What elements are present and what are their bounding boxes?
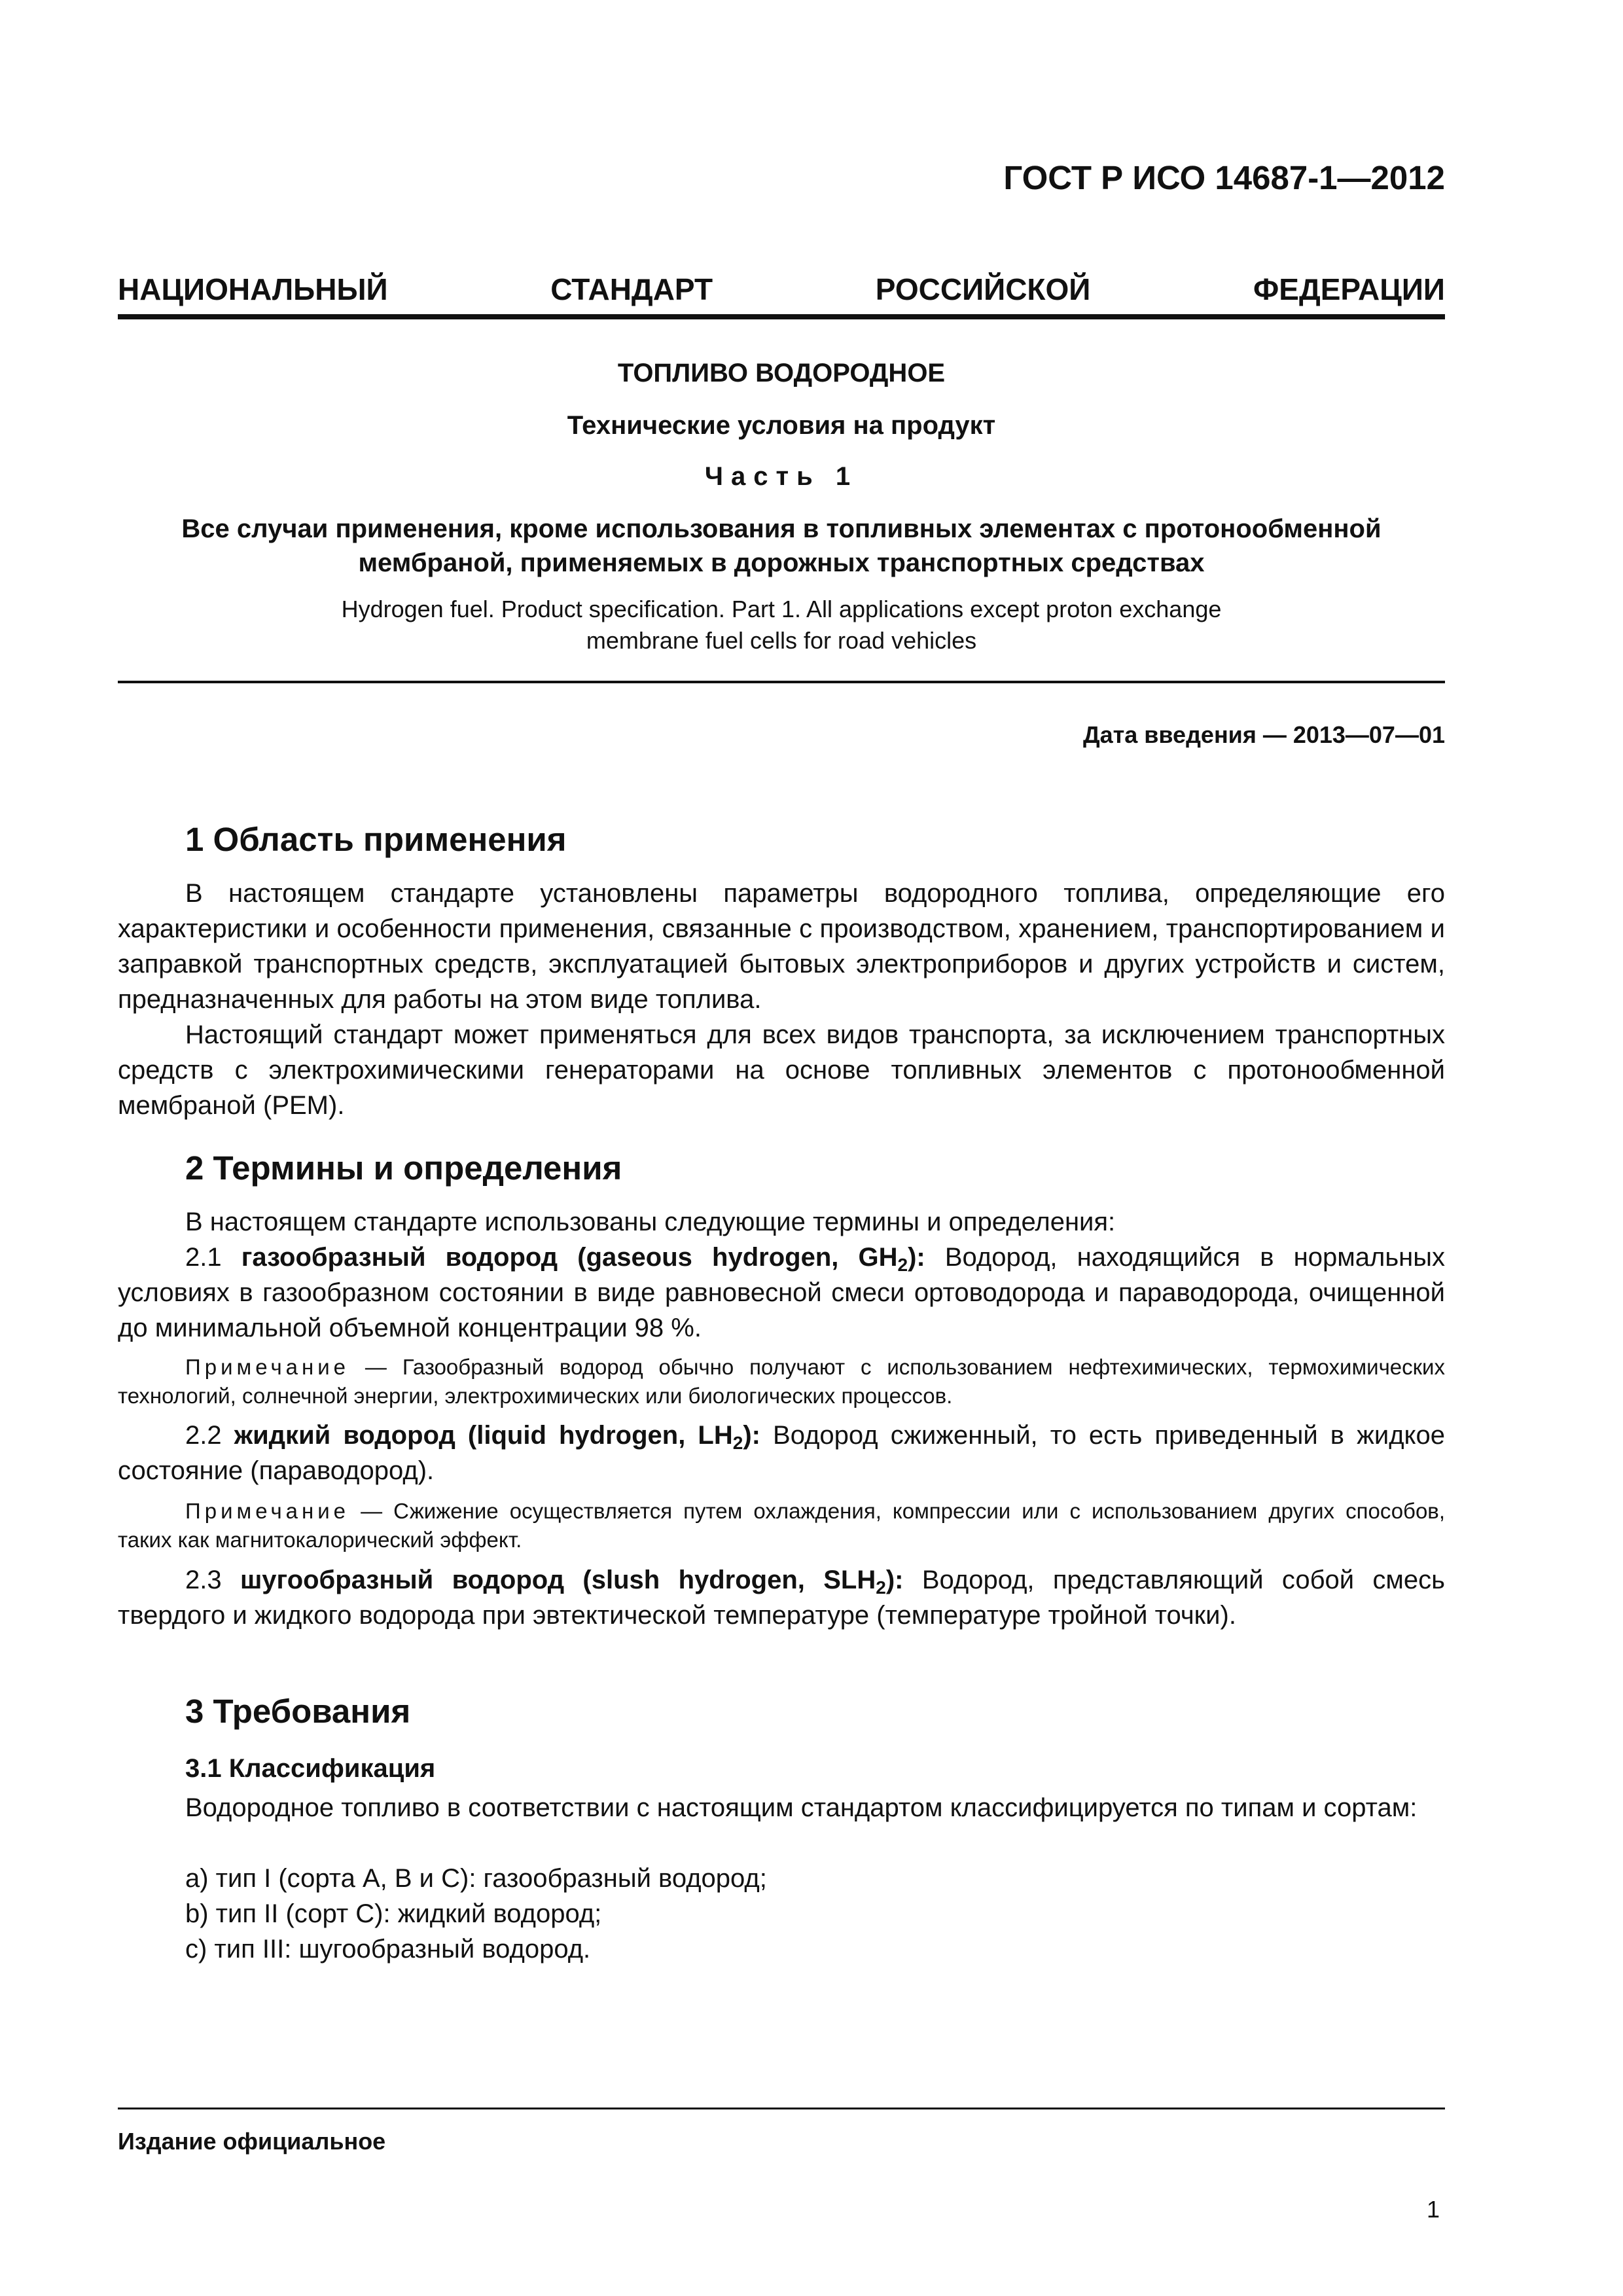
term-number: 2.3: [185, 1566, 222, 1594]
section-2-body: [118, 1204, 1445, 1346]
note-text: — Газообразный водород обычно получают с использованием нефтехимических, термохимических технологий, солнечной энергии, электрохимических или биологических процессов.: [118, 1355, 1445, 1408]
definition: Водород сжиженный, то есть приведенный в жидкое состояние (параводород).: [118, 1421, 1445, 1485]
introduction-date: Дата введения — 2013—07—01: [1082, 721, 1445, 748]
note-1: [118, 1353, 1445, 1410]
standard-subtitle: Технические условия на продукт: [567, 411, 996, 440]
banner-word: РОССИЙСКОЙ: [875, 272, 1091, 306]
section-2-heading: 2 Термины и определения: [185, 1149, 622, 1187]
list-item: с) тип III: шугообразный водород.: [185, 1935, 591, 1964]
term-end: ):: [908, 1243, 925, 1272]
section-1-body: [118, 876, 1445, 1123]
list-item: а) тип I (сорта А, В и С): газообразный водород;: [185, 1864, 767, 1893]
scope-title-line: Все случаи применения, кроме использования в топливных элементах с протонообменной: [181, 514, 1382, 543]
scope-title: [118, 512, 1445, 580]
term-definition: [118, 1562, 1445, 1633]
subsection-3-1-heading: 3.1 Классификация: [185, 1754, 436, 1783]
term-2-block: [118, 1418, 1445, 1488]
banner-word: ФЕДЕРАЦИИ: [1253, 272, 1445, 306]
term-3-block: [118, 1562, 1445, 1633]
english-title: [118, 594, 1445, 656]
term-end: ):: [885, 1566, 904, 1594]
banner-rule: [118, 314, 1445, 319]
term-text: шугообразный водород (slush hydrogen, SLH: [240, 1566, 876, 1594]
paragraph: В настоящем стандарте использованы следующие термины и определения:: [185, 1208, 1116, 1236]
note-2: [118, 1497, 1445, 1554]
note-text: — Сжижение осуществляется путем охлаждения, компрессии или с использованием других способов, таких как магнитокалорический эффект.: [118, 1499, 1445, 1552]
english-title-line: Hydrogen fuel. Product specification. Part 1. All applications except proton exchange: [341, 596, 1222, 622]
note-label: Примечание: [185, 1355, 350, 1379]
part-label: Часть 1: [704, 462, 859, 491]
term-end: ):: [743, 1421, 760, 1450]
official-edition-label: Издание официальное: [118, 2128, 386, 2155]
banner-word: НАЦИОНАЛЬНЫЙ: [118, 272, 388, 306]
section-3-body: [118, 1790, 1445, 1825]
term-subscript: 2: [897, 1255, 908, 1275]
page-number: 1: [1426, 2196, 1440, 2223]
term: [241, 1243, 925, 1275]
term: [234, 1421, 760, 1453]
term-subscript: 2: [732, 1433, 743, 1453]
note-label: Примечание: [185, 1499, 350, 1523]
section-1-heading: 1 Область применения: [185, 821, 567, 858]
term-definition: [118, 1418, 1445, 1488]
banner-word: СТАНДАРТ: [550, 272, 713, 306]
standard-title: ТОПЛИВО ВОДОРОДНОЕ: [617, 359, 946, 387]
paragraph: Водородное топливо в соответствии с настоящим стандартом классифицируется по типам и сортам:: [185, 1793, 1418, 1822]
footer-rule: [118, 2108, 1445, 2109]
english-title-line: membrane fuel cells for road vehicles: [586, 627, 977, 654]
paragraph: Настоящий стандарт может применяться для всех видов транспорта, за исключением транспортных средств с электрохимическими генераторами на основе топливных элементов с протонообменной мембраной (PEM).: [118, 1020, 1445, 1120]
term: [240, 1566, 904, 1598]
term-definition: [118, 1240, 1445, 1346]
term-text: жидкий водород (liquid hydrogen, LH: [234, 1421, 733, 1450]
section-3-heading: 3 Требования: [185, 1693, 411, 1730]
scope-title-line: мембраной, применяемых в дорожных транспортных средствах: [358, 548, 1205, 577]
note: [118, 1353, 1445, 1410]
type-list: [185, 1861, 767, 1967]
term-text: газообразный водород (gaseous hydrogen, GH: [241, 1243, 898, 1272]
note: [118, 1497, 1445, 1554]
term-subscript: 2: [876, 1577, 886, 1598]
list-item: b) тип II (сорт С): жидкий водород;: [185, 1899, 602, 1928]
national-standard-banner: [118, 272, 1445, 307]
definition: Водород, представляющий собой смесь твердого и жидкого водорода при эвтектической температуре (температуре тройной точки).: [118, 1566, 1446, 1630]
document-number: ГОСТ Р ИСО 14687-1—2012: [1003, 159, 1445, 196]
term-number: 2.1: [185, 1243, 222, 1272]
definition: Водород, находящийся в нормальных условиях в газообразном состоянии в виде равновесной смеси ортоводорода и параводорода, очищенной до минимальной объемной концентрации 98 %.: [118, 1243, 1445, 1342]
paragraph: В настоящем стандарте установлены параметры водородного топлива, определяющие его характеристики и особенности применения, связанные с производством, хранением, транспортированием и заправкой транспортных средств, эксплуатацией бытовых электроприборов и других устройств и систем, предназначенных для работы на этом виде топлива.: [118, 879, 1445, 1014]
term-number: 2.2: [185, 1421, 222, 1450]
title-rule: [118, 681, 1445, 683]
